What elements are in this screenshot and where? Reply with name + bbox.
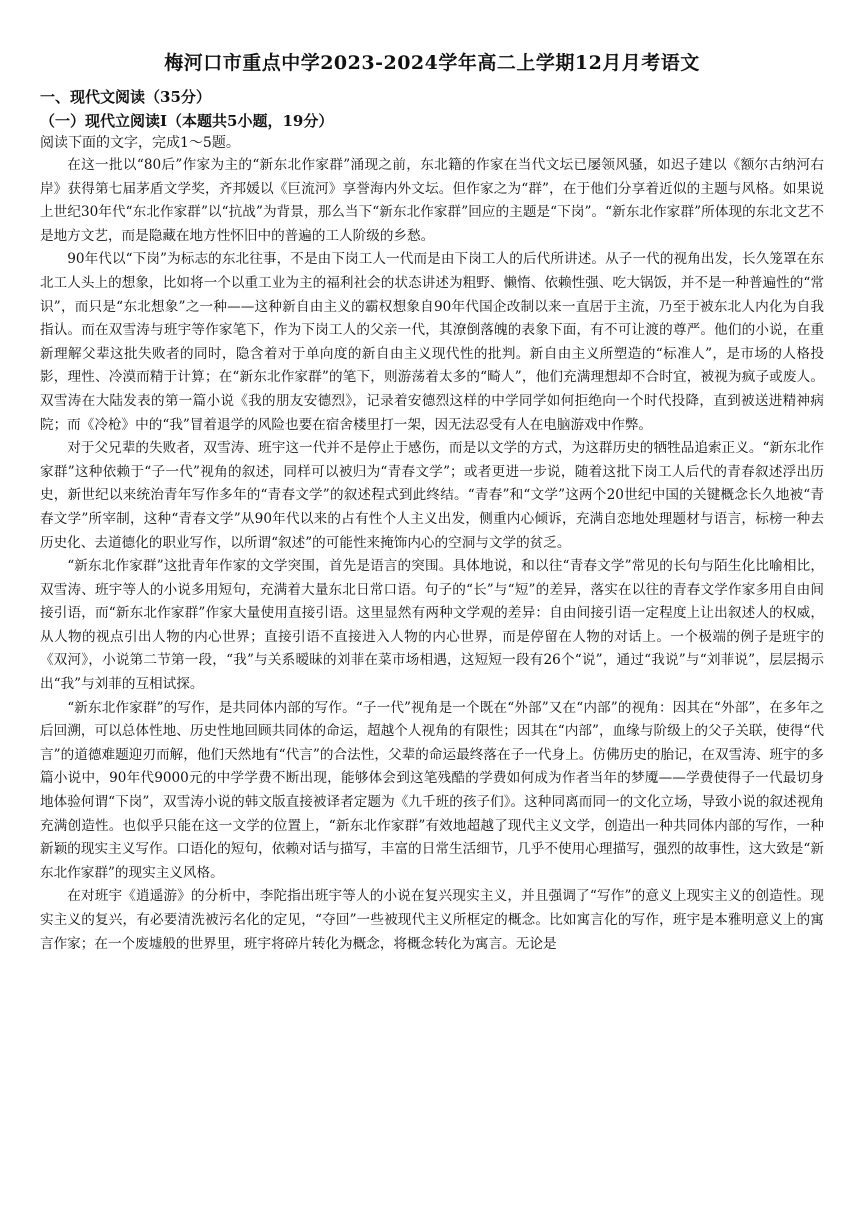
paragraph: 在这一批以“80后”作家为主的“新东北作家群”涌现之前，东北籍的作家在当代文坛已屡领风骚，如迟子建以《额尔古纳河右岸》获得第七届茅盾文学奖，齐邦媛以《巨流河》享誉海内外文坛。但作家之为“群”，在于他们分享着近似的主题与风格。如果说上世纪30年代“东北作家群”以“抗战”为背景，那么当下“新东北作家群”回应的主题是“下岗”。“新东北作家群”所体现的东北文艺不是地方文艺，而是隐藏在地方性怀旧中的普遍的工人阶级的乡愁。	[40, 157, 824, 244]
paragraph: 在对班宇《逍遥游》的分析中，李陀指出班宇等人的小说在复兴现实主义，并且强调了“写作”的意义上现实主义的创造性。现实主义的复兴，有必要清洗被污名化的定见，“夺回”一些被现代主义所框定的概念。比如寓言化的写作，班宇是本雅明意义上的寓言作家；在一个废墟般的世界里，班宇将碎片转化为概念，将概念转化为寓言。无论是	[40, 888, 824, 952]
subsection-heading: （一）现代立阅读Ⅰ（本题共5小题，19分）	[40, 112, 334, 130]
section-heading: 一、现代文阅读（35分）	[40, 88, 211, 106]
document-title: 梅河口市重点中学2023-2024学年高二上学期12月月考语文	[164, 52, 700, 74]
reading-instruction: 阅读下面的文字，完成1～5题。	[40, 135, 240, 151]
paragraph: 对于父兄辈的失败者，双雪涛、班宇这一代并不是停止于感伤，而是以文学的方式，为这群历史的牺牲品追索正义。“新东北作家群”这种依赖于“子一代”视角的叙述，同样可以被归为“青春文学”；或者更进一步说，随着这批下岗工人后代的青春叙述浮出历史，新世纪以来统治青年写作多年的“青春文学”的叙述程式到此终结。“青春”和“文学”这两个20世纪中国的关键概念长久地被“青春文学”所宰制，这种“青春文学”从90年代以来的占有性个人主义出发，侧重内心倾诉，充满自恋地处理题材与语言，标榜一种去历史化、去道德化的职业写作，以所谓“叙述”的可能性来掩饰内心的空洞与文学的贫乏。	[40, 440, 824, 551]
paragraph: “新东北作家群”的写作，是共同体内部的写作。“子一代”视角是一个既在“外部”又在“内部”的视角：因其在“外部”，在多年之后回溯，可以总体性地、历史性地回顾共同体的命运，超越个人视角的有限性；因其在“内部”，血缘与阶级上的父子关联，使得“代言”的道德难题迎刃而解，他们天然地有“代言”的合法性，父辈的命运最终落在子一代身上。仿佛历史的胎记，在双雪涛、班宇的多篇小说中，90年代9000元的中学学费不断出现，能够体会到这笔残酷的学费如何成为作者当年的梦魇——学费使得子一代最切身地体验何谓“下岗”，双雪涛小说的韩文版直接被译者定题为《九千班的孩子们》。这种同离而同一的文化立场，导致小说的叙述视角充满创造性。也似乎只能在这一文学的位置上，“新东北作家群”有效地超越了现代主义文学，创造出一种共同体内部的写作，一种新颖的现实主义写作。口语化的短句，依赖对话与描写，丰富的日常生活细节，几乎不使用心理描写，强烈的故事性，这大致是“新东北作家群”的现实主义风格。	[40, 699, 824, 881]
paragraph: 90年代以“下岗”为标志的东北往事，不是由下岗工人一代而是由下岗工人的后代所讲述。从子一代的视角出发，长久笼罩在东北工人头上的想象，比如将一个以重工业为主的福利社会的状态讲述为粗野、懒惰、依赖性强、吃大锅饭，并不是一种普遍性的“常识”，而只是“东北想象”之一种——这种新自由主义的霸权想象自90年代国企改制以来一直居于主流，乃至于被东北人内化为自我指认。而在双雪涛与班宇等作家笔下，作为下岗工人的父亲一代，其潦倒落魄的表象下面，有不可让渡的尊严。他们的小说，在重新理解父辈这批失败者的同时，隐含着对于单向度的新自由主义现代性的批判。新自由主义所塑造的“标准人”，是市场的人格投影，理性、冷漠而精于计算；在“新东北作家群”的笔下，则游荡着太多的“畸人”，他们充满理想却不合时宜，被视为疯子或废人。双雪涛在大陆发表的第一篇小说《我的朋友安德烈》，记录着安德烈这样的中学同学如何拒绝向一个时代投降，直到被送进精神病院；而《冷枪》中的“我”冒着退学的风险也要在宿舍楼里打一架，因无法忍受有人在电脑游戏中作弊。	[40, 251, 824, 433]
paragraph: “新东北作家群”这批青年作家的文学突围，首先是语言的突围。具体地说，和以往“青春文学”常见的长句与陌生化比喻相比，双雪涛、班宇等人的小说多用短句，充满着大量东北日常口语。句子的“长”与“短”的差异，落实在以往的青春文学作家多用自由间接引语，而“新东北作家群”作家大量使用直接引语。这里显然有两种文学观的差异：自由间接引语一定程度上让出叙述人的权威，从人物的视点引出人物的内心世界；直接引语不直接进入人物的内心世界，而是停留在人物的对话上。一个极端的例子是班宇的《双河》，小说第二节第一段，“我”与关系暧昧的刘菲在菜市场相遇，这短短一段有26个“说”，通过“我说”与“刘菲说”，层层揭示出“我”与刘菲的互相试探。	[40, 558, 824, 693]
